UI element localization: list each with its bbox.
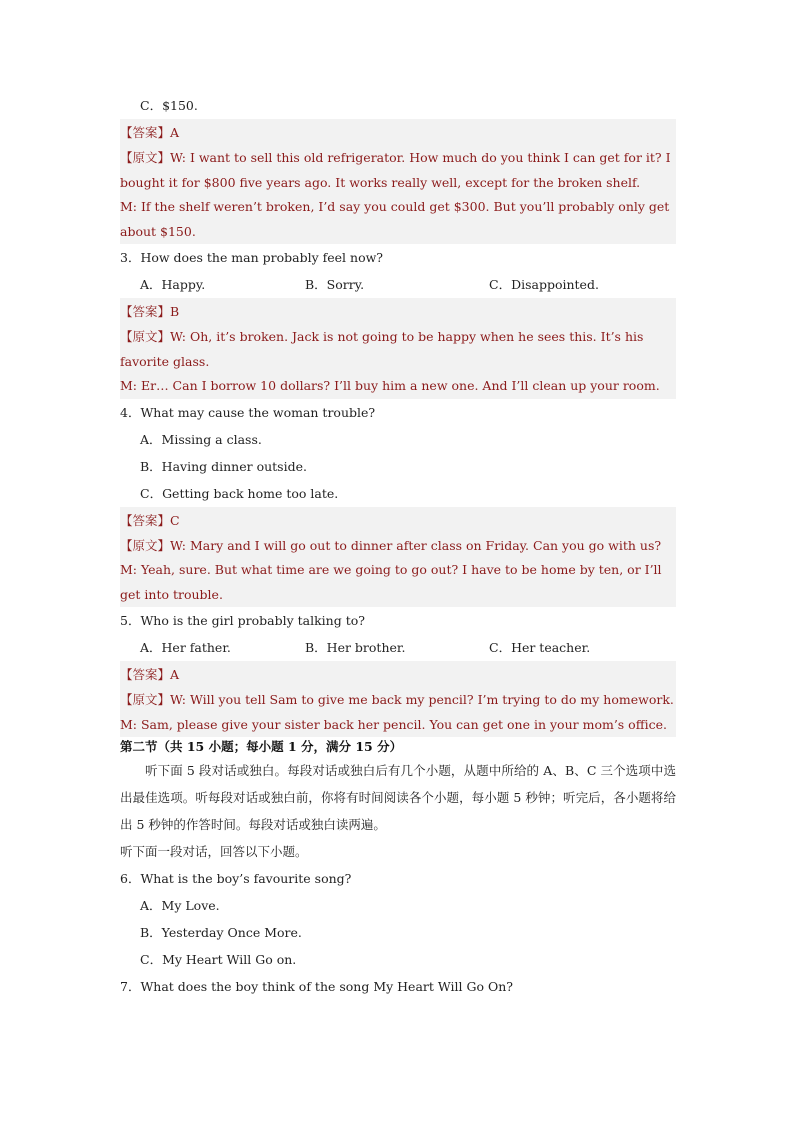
q6-option-a: A．My Love. [140, 898, 220, 913]
q6-stem: 6．What is the boy’s favourite song? [120, 871, 352, 886]
q3-answer-block [120, 298, 676, 399]
q2-transcript-man: M: If the shelf weren’t broken, I’d say you could get $300. But you’ll probably only get about $150. [120, 199, 670, 239]
q2-answer: 【答案】A [120, 125, 180, 140]
q6-option-c: C．My Heart Will Go on. [140, 952, 297, 967]
q3-stem: 3．How does the man probably feel now? [120, 250, 384, 265]
q2-option-c: C．$150. [140, 98, 198, 113]
q7-stem: 7．What does the boy think of the song My Heart Will Go On? [120, 979, 513, 994]
q4-answer: 【答案】C [120, 512, 180, 528]
section-2-sub-instruction: 听下面一段对话，回答以下小题。 [120, 844, 308, 859]
section-2-instructions: 听下面 5 段对话或独白。每段对话或独白后有几个小题，从题中所给的 A、B、C 三个选项中选出最佳选项。听每段对话或独白前，你将有时间阅读各个小题，每小题 5 秒钟；听完后，各小题将给出 5 秒钟的作答时间。每段对话或独白读两遍。 [120, 763, 676, 832]
q2-answer-block [120, 119, 676, 244]
q5-option-c: C．Her teacher. [489, 640, 591, 655]
q2-transcript-woman: 【原文】W: I want to sell this old refrigerator. How much do you think I can get for it? I bought it for $800 five years ago. It works really well, except for the broken shelf. [120, 150, 671, 190]
q3-option-a: A．Happy. [140, 277, 206, 292]
q4-stem: 4．What may cause the woman trouble? [120, 404, 376, 420]
q4-transcript-woman: 【原文】W: Mary and I will go out to dinner after class on Friday. Can you go with us? [120, 537, 662, 553]
q4-option-a: A．Missing a class. [140, 431, 262, 447]
q4-option-c: C．Getting back home too late. [140, 485, 339, 501]
q4-answer-block [120, 507, 676, 608]
q3-transcript-woman: 【原文】W: Oh, it’s broken. Jack is not going to be happy when he sees this. It’s his favorite glass. [120, 329, 644, 369]
q5-transcript-woman: 【原文】W: Will you tell Sam to give me back my pencil? I’m trying to do my homework. [120, 692, 674, 707]
q3-answer: 【答案】B [120, 304, 180, 319]
section-2-title: 第二节（共 15 小题；每小题 1 分，满分 15 分） [120, 739, 403, 754]
q4-transcript-man: M: Yeah, sure. But what time are we going to go out? I have to be home by ten, or I’ll get into trouble. [120, 562, 662, 602]
q5-transcript-man: M: Sam, please give your sister back her pencil. You can get one in your mom’s office. [120, 716, 667, 732]
q5-stem: 5．Who is the girl probably talking to? [120, 613, 365, 628]
q5-options [120, 634, 676, 661]
q5-answer-block [120, 661, 676, 737]
q6-option-b: B．Yesterday Once More. [140, 925, 302, 940]
q5-option-a: A．Her father. [140, 640, 231, 655]
q4-option-b: B．Having dinner outside. [140, 458, 307, 474]
q3-transcript-man: M: Er… Can I borrow 10 dollars? I’ll buy him a new one. And I’ll clean up your room. [120, 378, 660, 393]
q5-answer: 【答案】A [120, 667, 180, 682]
q3-option-b: B．Sorry. [305, 277, 365, 292]
q3-option-c: C．Disappointed. [489, 277, 599, 292]
q5-option-b: B．Her brother. [305, 640, 406, 655]
document-content [120, 92, 676, 1000]
q3-options [120, 271, 676, 298]
